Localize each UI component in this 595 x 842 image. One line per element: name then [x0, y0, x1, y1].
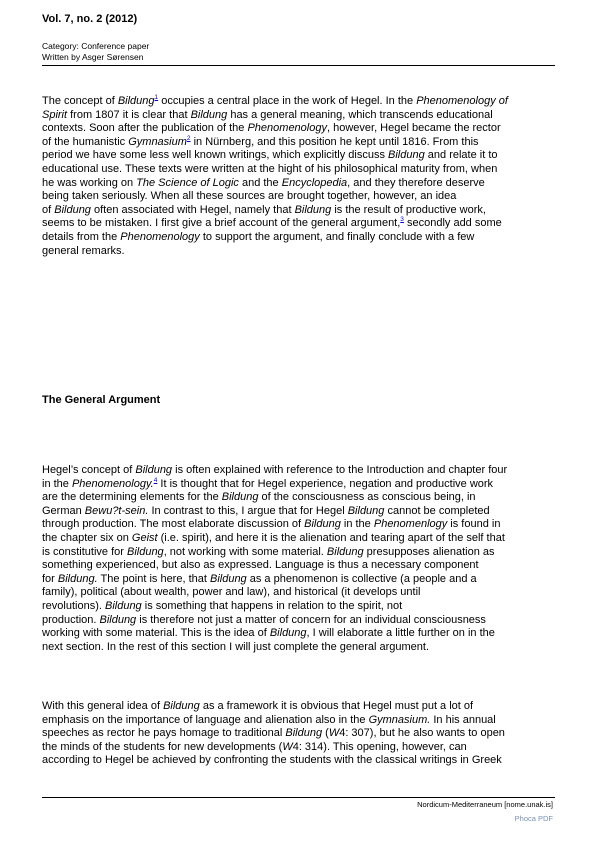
text-run: the chapter six on [42, 531, 132, 544]
italic-term: Bildung [54, 203, 91, 216]
italic-term: Bildung [304, 518, 341, 531]
text-line [42, 95, 508, 109]
text-run: next section. In the rest of this section I will just complete the general argument. [42, 640, 430, 653]
italic-term: Bildung [209, 572, 247, 585]
framework-paragraph [42, 700, 505, 768]
text-line [42, 190, 508, 204]
text-run: is often explained with reference to the Introduction and chapter four [172, 464, 508, 476]
text-run: of the humanistic [42, 135, 129, 148]
italic-term: Bildung [269, 627, 307, 640]
text-run: according to Hegel be achieved by confronting the students with the classical writings in Greek [42, 754, 502, 767]
text-run: being taken seriously. When all these sources are brought together, however, an idea [42, 190, 457, 203]
text-run: from 1807 it is clear that [67, 108, 191, 121]
italic-term: Bildung [347, 504, 385, 517]
italic-term: Bildung [117, 95, 155, 107]
italic-term: Spirit [42, 108, 68, 121]
text-run: , not working with some material. [163, 545, 327, 558]
text-line [42, 627, 507, 641]
text-line [42, 614, 507, 628]
text-run: he was working on [42, 176, 137, 189]
text-run: revolutions). [42, 599, 105, 612]
italic-term: The Science of Logic [136, 176, 239, 189]
italic-term: Bildung [99, 613, 137, 626]
text-run: The concept of [42, 95, 118, 107]
text-run: is the result of productive work, [331, 203, 486, 216]
text-run: of [42, 203, 55, 216]
footnote-link[interactable]: 4 [153, 476, 158, 484]
text-run: as a phenomenon is collective (a people and a [246, 572, 477, 585]
text-line [42, 464, 507, 478]
italic-term: Bildung [135, 464, 173, 476]
category-label: Category: Conference paper [42, 41, 150, 51]
footer-rule [42, 797, 555, 798]
text-run: of the consciousness as conscious being, in [258, 491, 476, 504]
text-line [42, 641, 507, 655]
text-run: (i.e. spirit), and here it is the alienation and tearing apart of the self that [157, 531, 505, 544]
text-run: The point is here, that [97, 572, 210, 585]
text-run: general remarks. [42, 244, 125, 257]
phoca-pdf-link[interactable]: Phoca PDF [514, 814, 553, 823]
text-run: production. [42, 613, 100, 626]
text-run: something experienced, but also as expressed. Language is thus a necessary component [42, 559, 479, 572]
italic-term: Gymnasium [128, 135, 187, 148]
italic-term: Bildung. [57, 572, 98, 585]
footnote-link[interactable]: 1 [154, 94, 159, 101]
text-line [42, 245, 508, 259]
intro-paragraph [42, 95, 508, 258]
italic-term: Phenomenology [247, 122, 327, 135]
text-run: occupies a central place in the work of Hegel. In the [158, 95, 417, 107]
text-run: is constitutive for [42, 545, 127, 558]
text-line [42, 586, 507, 600]
text-run: as a framework it is obvious that Hegel must put a lot of [199, 700, 474, 712]
text-run: is therefore not just a matter of concern for an individual consciousness [136, 613, 486, 626]
text-line [42, 204, 508, 218]
footnote-link[interactable]: 2 [186, 134, 191, 142]
text-run: In his annual [430, 713, 496, 726]
text-run: seems to be mistaken. I first give a brief account of the general argument, [42, 217, 401, 230]
text-line [42, 727, 505, 741]
text-run: is found in [447, 518, 501, 531]
text-line [42, 700, 505, 714]
text-line [42, 741, 505, 755]
text-run: With this general idea of [42, 700, 164, 712]
text-run: are the determining elements for the [42, 491, 222, 504]
text-run: period we have some less well known writings, which explicitly discuss [42, 149, 389, 162]
italic-term: Gymnasium. [368, 713, 431, 726]
text-run: has a general meaning, which transcends educational [227, 108, 493, 121]
text-run: for [42, 572, 58, 585]
text-run: working with some material. This is the idea of [42, 627, 270, 640]
text-line [42, 163, 508, 177]
text-run: emphasis on the importance of language and alienation also in the [42, 713, 369, 726]
text-line [42, 177, 508, 191]
text-run: , I will elaborate a little further on in the [306, 627, 495, 640]
italic-term: Bildung [104, 599, 142, 612]
text-line [42, 532, 507, 546]
italic-term: Phenomenology of [416, 95, 508, 107]
text-line [42, 217, 508, 231]
text-line [42, 573, 507, 587]
italic-term: Bildung [126, 545, 164, 558]
text-line [42, 136, 508, 150]
text-run: is something that happens in relation to the spirit, not [141, 599, 403, 612]
text-line [42, 714, 505, 728]
italic-term: Bildung [190, 108, 228, 121]
italic-term: Encyclopedia [281, 176, 348, 189]
text-run: in Nürnberg, and this position he kept until 1816. From this [190, 135, 479, 148]
text-line [42, 491, 507, 505]
text-run: details from the [42, 230, 121, 243]
footnote-link[interactable]: 3 [400, 216, 404, 224]
text-run: presupposes alienation as [363, 545, 495, 558]
text-line [42, 122, 508, 136]
italic-term: Bildung [285, 727, 323, 740]
text-run: 4: 314). This opening, however, can [292, 740, 467, 753]
header-rule [42, 65, 555, 66]
text-run: It is thought that for Hegel experience, negation and productive work [157, 477, 494, 490]
text-run: family), political (about wealth, power and law), and historical (it develops until [42, 586, 421, 599]
volume-label: Vol. 7, no. 2 (2012) [42, 13, 138, 25]
text-run: secondly add some [403, 217, 502, 230]
italic-term: Bildung [388, 149, 425, 162]
text-line [42, 149, 508, 163]
text-run: Hegel’s concept of [42, 464, 136, 476]
text-run: In contrast to this, I argue that for Hegel [148, 504, 348, 517]
text-run: contexts. Soon after the publication of the [42, 122, 248, 135]
text-run: German [42, 504, 85, 517]
text-run: often associated with Hegel, namely that [90, 203, 295, 216]
italic-term: Bildung [221, 491, 259, 504]
text-line [42, 109, 508, 123]
text-line [42, 546, 507, 560]
argument-paragraph [42, 464, 507, 654]
section-heading: The General Argument [42, 394, 161, 406]
text-run: in the [42, 477, 72, 490]
text-run: in the [340, 518, 374, 531]
text-run: 4: 307), but he also wants to open [339, 727, 505, 740]
text-run: to support the argument, and finally conclude with a few [199, 230, 475, 243]
text-line [42, 754, 505, 768]
text-run: , however, Hegel became the rector [326, 122, 501, 135]
text-run: through production. The most elaborate discussion of [42, 518, 305, 531]
italic-term: Bildung [163, 700, 200, 712]
text-run: speeches as rector he pays homage to traditional [42, 727, 286, 740]
italic-term: Phenomenology [120, 230, 200, 243]
text-run: cannot be completed [384, 504, 490, 517]
footer-site: Nordicum-Mediterraneum [nome.unak.is] [417, 800, 553, 809]
text-line [42, 518, 507, 532]
text-line [42, 505, 507, 519]
text-line [42, 231, 508, 245]
italic-term: W [282, 740, 293, 753]
italic-term: Geist [131, 531, 158, 544]
italic-term: Phenomenology. [71, 477, 154, 490]
italic-term: Bildung [326, 545, 364, 558]
italic-term: Phenomenlogy [373, 518, 448, 531]
text-run: , and they therefore deserve [347, 176, 485, 189]
text-line [42, 559, 507, 573]
text-run: and the [238, 176, 282, 189]
author-label: Written by Asger Sørensen [42, 52, 144, 62]
text-run: educational use. These texts were written at the hight of his philosophical maturity from, when [42, 162, 498, 175]
text-run: and relate it to [424, 149, 498, 162]
text-run: the minds of the students for new developments ( [42, 740, 283, 753]
text-line [42, 600, 507, 614]
italic-term: Bewu?t-sein. [84, 504, 149, 517]
text-line [42, 478, 507, 492]
italic-term: Bildung [294, 203, 332, 216]
text-run: ( [322, 727, 329, 740]
italic-term: W [328, 727, 340, 740]
